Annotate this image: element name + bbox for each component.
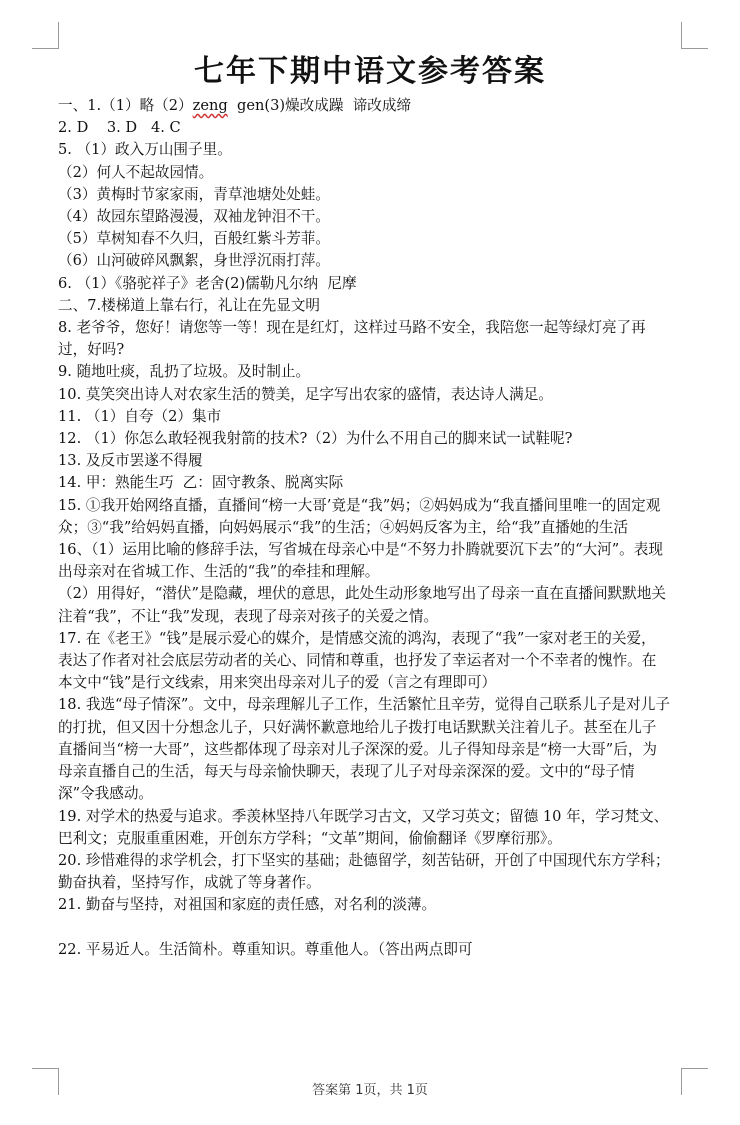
answer-line-5: （3）黄梅时节家家雨，青草池塘处处蛙。 xyxy=(58,185,330,203)
answer-line-4: （2）何人不起故园情。 xyxy=(58,163,214,181)
blank-line xyxy=(58,917,670,939)
answer-line-8: （6）山河破碎风飘絮，身世浮沉雨打萍。 xyxy=(58,252,330,270)
answer-line-1 xyxy=(58,95,670,117)
answer-line-16: 13. 及反市罢遂不得履 xyxy=(58,452,203,470)
page-footer: 答案第 1页，共 1页 xyxy=(312,1083,428,1098)
answer-line-13: 10. 莫笑突出诗人对农家生活的赞美，足字写出农家的盛情，表达诗人满足。 xyxy=(58,385,553,403)
answer-body xyxy=(58,95,670,961)
corner-mark-top-right xyxy=(681,22,708,49)
answer-line-21: 17. 在《老王》“钱”是展示爱心的媒介，是情感交流的鸿沟，表现了“我”一家对老王的关爱，表达了作者对社会底层劳动者的关心、同情和尊重，也抒发了幸运者对一个不幸者的愧怍。在本文中“钱”是行文线索，用来突出母亲对儿子的爱（言之有理即可） xyxy=(58,629,657,692)
answer-line-10: 二、7.楼梯道上靠右行，礼让在先显文明 xyxy=(58,296,321,314)
answer-line-25: 21. 勤奋与坚持，对祖国和家庭的责任感，对名利的淡薄。 xyxy=(58,896,437,914)
answer-line-14: 11. （1）自夸（2）集市 xyxy=(58,407,222,425)
answer-1-part-a: 一、1.（1）略（2） xyxy=(58,97,193,114)
corner-mark-top-left xyxy=(32,22,59,49)
answer-line-9: 6. （1）《骆驼祥子》老舍(2)儒勒凡尔纳 尼摩 xyxy=(58,274,357,292)
document-title: 七年下期中语文参考答案 xyxy=(194,54,546,89)
answer-line-12: 9. 随地吐痰，乱扔了垃圾。及时制止。 xyxy=(58,363,311,381)
answer-line-3: 5. （1）政入万山围子里。 xyxy=(58,141,232,159)
answer-line-17: 14. 甲：熟能生巧 乙：固守教条、脱离实际 xyxy=(58,474,344,492)
answer-line-24: 20. 珍惜难得的求学机会，打下坚实的基础；赴德留学，刻苦钻研，开创了中国现代东方学科；勤奋执着，坚持写作，成就了等身著作。 xyxy=(58,851,670,892)
answer-line-18: 15. ①我开始网络直播，直播间“榜一大哥’竟是“我”妈；②妈妈成为“我直播间里唯一的固定观众；③“我”给妈妈直播，向妈妈展示“我”的生活；④妈妈反客为主，给“我”直播她的生活 xyxy=(58,496,661,536)
answer-1-part-c: gen(3)燥改成躁 谛改成缔 xyxy=(227,97,412,114)
answer-line-22: 18. 我选“母子情深”。文中，母亲理解儿子工作，生活繁忙且辛劳，觉得自己联系儿子是对儿子的打扰，但又因十分想念儿子，只好满怀歉意地给儿子拨打电话默默关注着儿子。甚至在儿子直播间当“榜一大哥”，这些都体现了母亲对儿子深深的爱。儿子得知母亲是“榜一大哥”后，为母亲直播自己的生活，每天与母亲愉快聊天，表现了儿子对母亲深深的爱。文中的“母子情深”令我感动。 xyxy=(58,696,670,803)
answer-line-2: 2. D 3. D 4. C xyxy=(58,119,181,137)
answer-line-7: （5）草树知春不久归，百般红紫斗芳菲。 xyxy=(58,230,330,248)
answer-line-15: 12. （1）你怎么敢轻视我射箭的技术?（2）为什么不用自己的脚来试一试鞋呢? xyxy=(58,430,573,448)
answer-line-11: 8. 老爷爷，您好！请您等一等！现在是红灯，这样过马路不安全，我陪您一起等绿灯亮了再过，好吗? xyxy=(58,319,646,359)
answer-line-19: 16、（1）运用比喻的修辞手法，写省城在母亲心中是“不努力扑腾就要沉下去”的“大河”。表现出母亲对在省城工作、生活的“我”的牵挂和理解。 xyxy=(58,541,663,581)
answer-line-6: （4）故园东望路漫漫，双袖龙钟泪不干。 xyxy=(58,208,330,226)
answer-line-26: 22. 平易近人。生活简朴。尊重知识。尊重他人。（答出两点即可 xyxy=(58,940,473,958)
answer-line-23: 19. 对学术的热爱与追求。季羡林坚持八年既学习古文，又学习英文；留德 10 年，学习梵文、巴利文；克服重重困难，开创东方学科；“文革”期间，偷偷翻译《罗摩衍那》。 xyxy=(58,807,669,847)
answer-1-pinyin: zeng xyxy=(192,97,228,114)
answer-line-20: （2）用得好，“潜伏”是隐藏，埋伏的意思，此处生动形象地写出了母亲一直在直播间默默地关注着“我”，不让“我”发现，表现了母亲对孩子的关爱之情。 xyxy=(58,585,666,625)
